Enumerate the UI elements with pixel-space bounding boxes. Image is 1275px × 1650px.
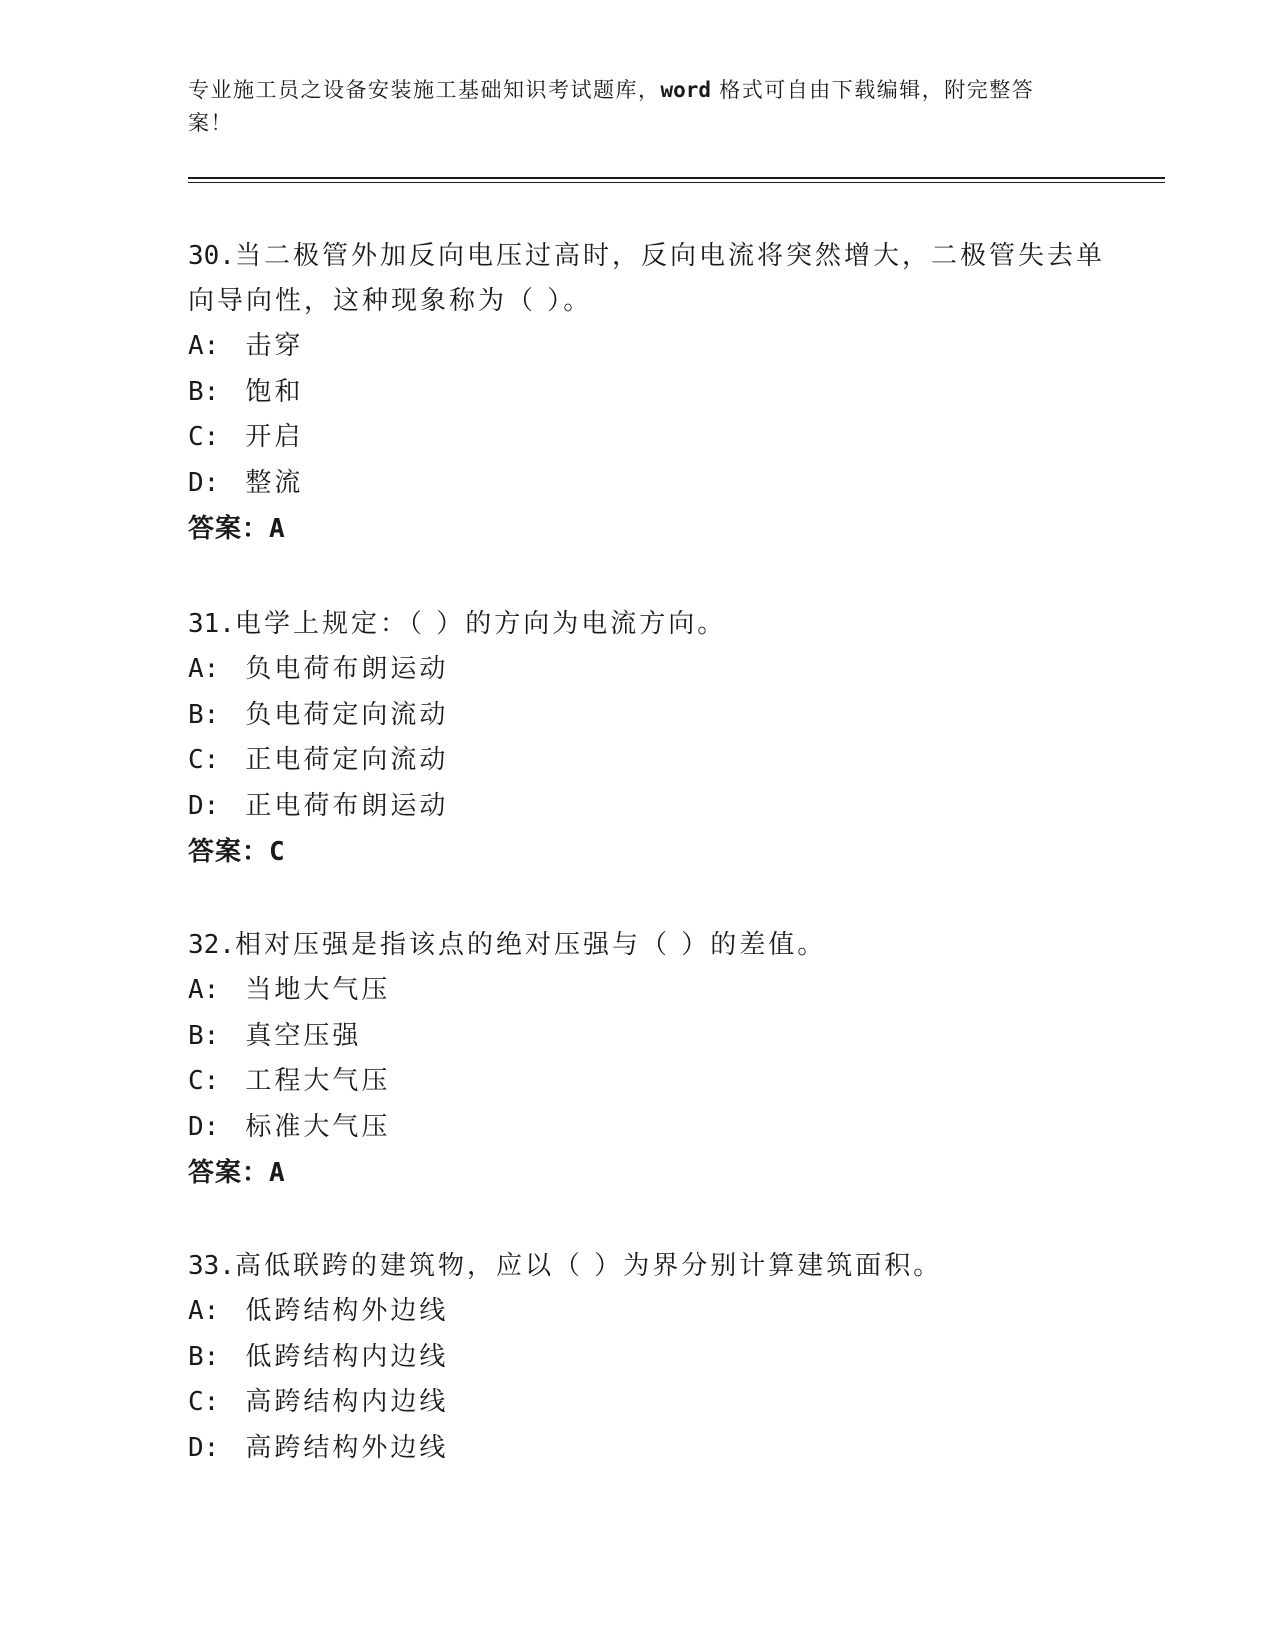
option-letter: A: — [188, 1296, 220, 1326]
question-33 — [188, 1244, 1108, 1471]
option-letter: A: — [188, 331, 220, 361]
option-text: 高跨结构外边线 — [245, 1432, 449, 1463]
option-text: 负电荷布朗运动 — [245, 654, 449, 684]
question-number: 32. — [188, 930, 235, 960]
question-number: 30. — [188, 241, 235, 271]
option-b — [188, 1014, 1108, 1060]
question-stem — [188, 1244, 1108, 1289]
option-b — [188, 1335, 1108, 1381]
header-divider-thick — [188, 177, 1165, 179]
header-text: 专业施工员之设备安装施工基础知识考试题库， — [188, 78, 661, 102]
question-text: 电学上规定：（ ）的方向为电流方向。 — [234, 609, 727, 639]
question-text: 相对压强是指该点的绝对压强与（ ）的差值。 — [234, 930, 827, 960]
answer-line — [188, 829, 1108, 875]
question-stem — [188, 923, 1108, 968]
option-text: 饱和 — [245, 376, 304, 407]
question-31 — [188, 602, 1108, 875]
option-letter: B: — [188, 1020, 220, 1051]
option-d — [188, 1105, 1108, 1151]
option-text: 标准大气压 — [245, 1111, 391, 1142]
question-text: 高低联跨的建筑物，应以（ ）为界分别计算建筑面积。 — [234, 1251, 943, 1281]
answer-value: A — [269, 1158, 286, 1188]
answer-line — [188, 506, 1108, 552]
option-text: 整流 — [245, 467, 304, 498]
answer-label: 答案： — [188, 1158, 270, 1188]
option-text: 真空压强 — [245, 1020, 362, 1051]
option-letter: C: — [188, 1066, 220, 1096]
option-letter: B: — [188, 699, 220, 730]
option-letter: C: — [188, 1387, 220, 1417]
option-letter: D: — [188, 1111, 220, 1142]
option-text: 低跨结构外边线 — [245, 1296, 449, 1326]
option-text: 当地大气压 — [245, 975, 391, 1005]
option-letter: A: — [188, 975, 220, 1005]
question-stem — [188, 602, 1108, 647]
document-header — [188, 74, 1068, 140]
option-a — [188, 647, 1108, 693]
answer-label: 答案： — [188, 514, 270, 544]
header-format-word: word — [660, 78, 712, 102]
answer-label: 答案： — [188, 837, 270, 867]
option-letter: A: — [188, 654, 220, 684]
option-letter: C: — [188, 745, 220, 775]
option-c — [188, 1059, 1108, 1105]
option-text: 工程大气压 — [245, 1066, 391, 1096]
option-a — [188, 968, 1108, 1014]
question-number: 31. — [188, 609, 235, 639]
option-letter: D: — [188, 790, 220, 821]
question-30 — [188, 234, 1108, 552]
option-c — [188, 1380, 1108, 1426]
option-c — [188, 415, 1108, 461]
option-text: 正电荷定向流动 — [245, 745, 449, 775]
question-32 — [188, 923, 1108, 1196]
option-letter: B: — [188, 1341, 220, 1372]
option-d — [188, 1426, 1108, 1472]
option-b — [188, 693, 1108, 739]
header-text-tail: 格式可自由下载编辑，附完整答案！ — [188, 78, 1035, 135]
option-a — [188, 1289, 1108, 1335]
answer-line — [188, 1150, 1108, 1196]
option-text: 高跨结构内边线 — [245, 1387, 449, 1417]
header-divider-thin — [188, 182, 1165, 183]
option-letter: D: — [188, 1432, 220, 1463]
option-text: 击穿 — [245, 331, 304, 361]
option-text: 负电荷定向流动 — [245, 699, 449, 730]
question-number: 33. — [188, 1251, 235, 1281]
option-a — [188, 324, 1108, 370]
option-letter: D: — [188, 467, 220, 498]
option-text: 正电荷布朗运动 — [245, 790, 449, 821]
option-letter: B: — [188, 376, 220, 407]
question-stem — [188, 234, 1108, 324]
option-text: 开启 — [245, 422, 304, 452]
question-text: 当二极管外加反向电压过高时，反向电流将突然增大，二极管失去单向导向性，这种现象称为（ ）。 — [188, 241, 1105, 316]
answer-value: C — [269, 837, 286, 867]
option-letter: C: — [188, 422, 220, 452]
answer-value: A — [269, 514, 286, 544]
option-d — [188, 784, 1108, 830]
option-text: 低跨结构内边线 — [245, 1341, 449, 1372]
option-d — [188, 461, 1108, 507]
option-c — [188, 738, 1108, 784]
option-b — [188, 370, 1108, 416]
